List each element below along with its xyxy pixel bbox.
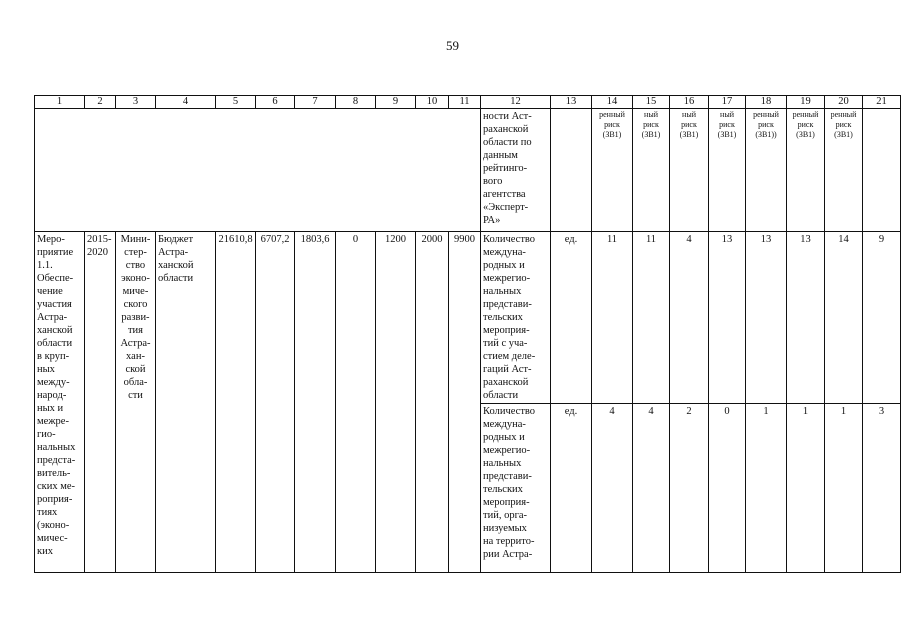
column-number: 10 [416,96,449,109]
risk-cell: ный риск (ЗВ1) [709,109,746,232]
indicator-value-cell: 4 [592,404,633,573]
column-number: 13 [551,96,592,109]
column-number: 21 [863,96,901,109]
unit-cell: ед. [551,232,592,404]
risk-cell: ренный риск (ЗВ1) [825,109,863,232]
indicator-continuation-cell: ности Аст- раханской области по данным рейтинго- вого агентства «Эксперт- РА» [481,109,551,232]
indicator-value-cell: 4 [633,404,670,573]
risk-cell: ренный риск (ЗВ1) [592,109,633,232]
risk-cell: ный риск (ЗВ1) [670,109,709,232]
period-cell: 2015- 2020 [85,232,116,573]
program-table [34,95,901,573]
indicator-value-cell: 11 [592,232,633,404]
column-number: 1 [35,96,85,109]
executor-cell: Мини- стер- ство эконо- миче- ского разви- тия Астра- хан- ской обла- сти [116,232,156,573]
empty-cell [35,109,481,232]
funding-source-cell: Бюджет Астра- ханской области [156,232,216,573]
indicator-value-cell: 14 [825,232,863,404]
indicator-value-cell: 1 [787,404,825,573]
amount-cell: 1803,6 [295,232,336,573]
column-number-row [35,96,901,109]
column-number: 12 [481,96,551,109]
event-row [35,232,901,404]
amount-cell: 9900 [449,232,481,573]
amount-cell: 1200 [376,232,416,573]
column-number: 19 [787,96,825,109]
column-number: 6 [256,96,295,109]
column-number: 18 [746,96,787,109]
amount-cell: 0 [336,232,376,573]
indicator-value-cell: 4 [670,232,709,404]
amount-cell: 6707,2 [256,232,295,573]
indicator-value-cell: 1 [746,404,787,573]
column-number: 14 [592,96,633,109]
indicator-value-cell: 13 [709,232,746,404]
risk-cell: ренный риск (ЗВ1)) [746,109,787,232]
column-number: 20 [825,96,863,109]
column-number: 7 [295,96,336,109]
indicator-value-cell: 13 [787,232,825,404]
indicator-value-cell: 3 [863,404,901,573]
column-number: 5 [216,96,256,109]
risk-cell: ный риск (ЗВ1) [633,109,670,232]
column-number: 4 [156,96,216,109]
continuation-row [35,109,901,232]
column-number: 16 [670,96,709,109]
column-number: 3 [116,96,156,109]
risk-cell: ренный риск (ЗВ1) [787,109,825,232]
column-number: 8 [336,96,376,109]
amount-cell: 21610,8 [216,232,256,573]
empty-cell [551,109,592,232]
event-name-cell: Меро- приятие 1.1. Обеспе- чение участия Астра- ханской области в круп- ных между- народ- ных и межре- гио- нальных предста- витель- ских ме- роприя- тиях (эконо- мичес- ких [35,232,85,573]
empty-cell [863,109,901,232]
indicator-value-cell: 13 [746,232,787,404]
column-number: 11 [449,96,481,109]
page-number: 59 [446,38,459,53]
indicator-name-cell: Количество междуна- родных и межрегио- нальных представи- тельских мероприя- тий с уча- стием деле- гаций Аст- раханской области [481,232,551,404]
unit-cell: ед. [551,404,592,573]
indicator-value-cell: 1 [825,404,863,573]
indicator-name-cell: Количество междуна- родных и межрегио- нальных представи- тельских мероприя- тий, орга- низуемых на террито- рии Астра- [481,404,551,573]
indicator-value-cell: 11 [633,232,670,404]
amount-cell: 2000 [416,232,449,573]
indicator-value-cell: 2 [670,404,709,573]
indicator-value-cell: 0 [709,404,746,573]
column-number: 9 [376,96,416,109]
column-number: 17 [709,96,746,109]
indicator-value-cell: 9 [863,232,901,404]
column-number: 15 [633,96,670,109]
column-number: 2 [85,96,116,109]
